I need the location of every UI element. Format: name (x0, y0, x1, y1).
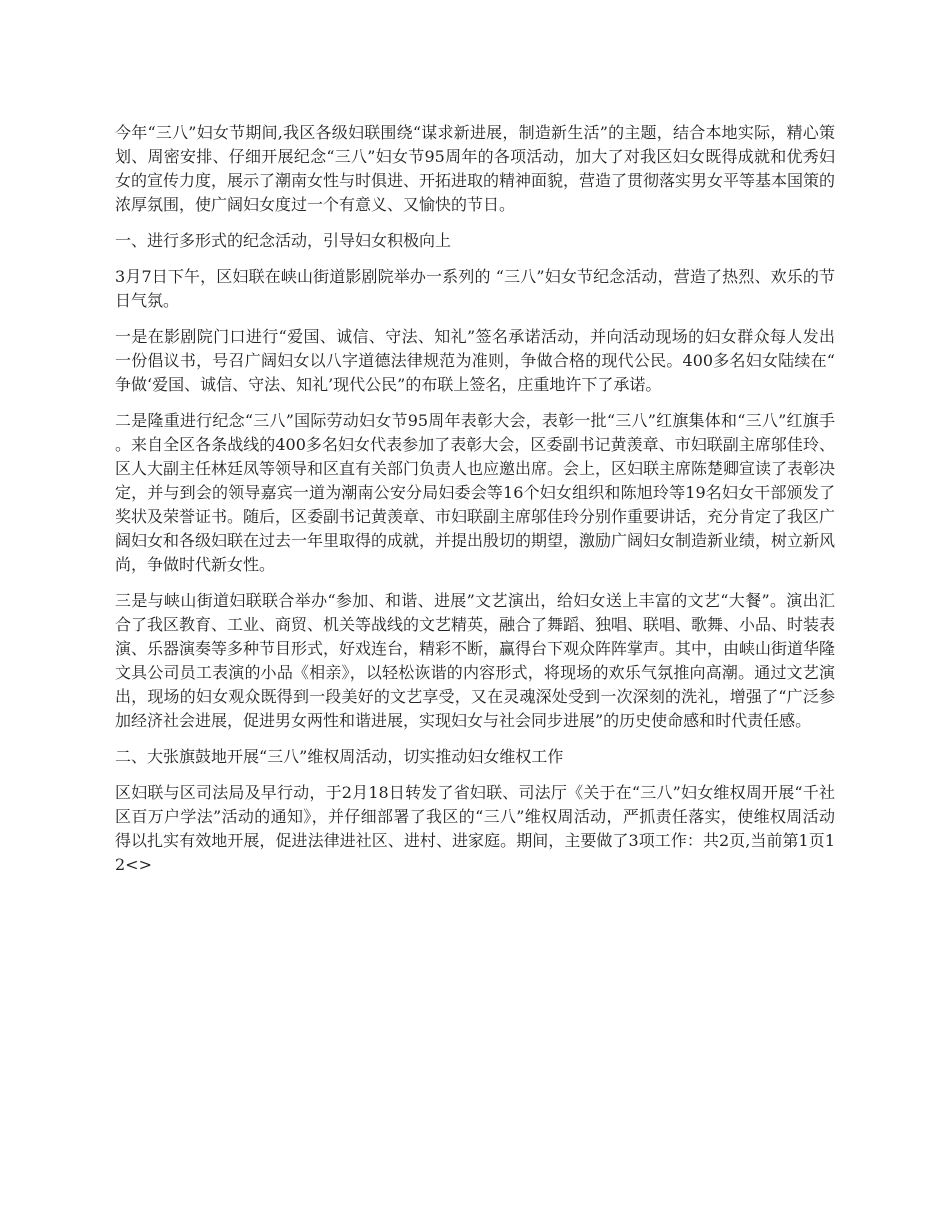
section-heading-2: 二、大张旗鼓地开展“三八”维权周活动，切实推动妇女维权工作 (115, 747, 564, 766)
activity-paragraph-3: 三是与峡山街道妇联联合举办“参加、和谐、进展”文艺演出，给妇女送上丰富的文艺“大餐”。演出汇合了我区教育、工业、商贸、机关等战线的文艺精英，融合了舞蹈、独唱、联唱、歌舞、小品、时装表演、乐器演奏等多种节目形式，好戏连台，精彩不断，赢得台下观众阵阵掌声。其中，由峡山街道华隆文具公司员工表演的小品《相亲》，以轻松诙谐的内容形式，将现场的欢乐气氛推向高潮。通过文艺演出，现场的妇女观众既得到一段美好的文艺享受，又在灵魂深处受到一次深刻的洗礼，增强了“广泛参加经济社会进展，促进男女两性和谐进展，实现妇女与社会同步进展”的历史使命感和时代责任感。 (115, 591, 836, 730)
document-body (115, 121, 835, 889)
activity-paragraph-2: 二是隆重进行纪念“三八”国际劳动妇女节95周年表彰大会，表彰一批“三八”红旗集体和“三八”红旗手。来自全区各条战线的400多名妇女代表参加了表彰大会，区委副书记黄羡章、市妇联副主席邬佳玲、区人大副主任林廷凤等领导和区直有关部门负责人也应邀出席。会上，区妇联主席陈楚卿宣读了表彰决定，并与到会的领导嘉宾一道为潮南公安分局妇委会等16个妇女组织和陈旭玲等19名妇女干部颁发了奖状及荣誉证书。随后，区委副书记黄羡章、市妇联副主席邬佳玲分别作重要讲话，充分肯定了我区广阔妇女和各级妇联在过去一年里取得的成就，并提出殷切的期望，激励广阔妇女制造新业绩，树立新风尚，争做时代新女性。 (115, 411, 836, 574)
event-paragraph: 3月7日下午，区妇联在峡山街道影剧院举办一系列的 “三八”妇女节纪念活动，营造了热烈、欢乐的节日气氛。 (115, 267, 835, 310)
activity-paragraph-1: 一是在影剧院门口进行“爱国、诚信、守法、知礼”签名承诺活动，并向活动现场的妇女群众每人发出一份倡议书，号召广阔妇女以八字道德法律规范为准则，争做合格的现代公民。400多名妇女陆续在“争做‘爱国、诚信、守法、知礼’现代公民”的布联上签名，庄重地许下了承诺。 (115, 327, 835, 394)
rights-week-paragraph: 区妇联与区司法局及早行动，于2月18日转发了省妇联、司法厅《关于在“三八”妇女维权周开展“千社区百万户学法”活动的通知》，并仔细部署了我区的“三八”维权周活动，严抓责任落实，使维权周活动得以扎实有效地开展，促进法律进社区、进村、进家庭。期间，主要做了3项工作：共2页,当前第1页12<> (115, 783, 835, 874)
intro-paragraph: 今年“三八”妇女节期间,我区各级妇联围绕“谋求新进展，制造新生活”的主题，结合本地实际，精心策划、周密安排、仔细开展纪念“三八”妇女节95周年的各项活动，加大了对我区妇女既得成就和优秀妇女的宣传力度，展示了潮南女性与时俱进、开拓进取的精神面貌，营造了贯彻落实男女平等基本国策的浓厚氛围，使广阔妇女度过一个有意义、又愉快的节日。 (115, 123, 836, 214)
section-heading-1: 一、进行多形式的纪念活动，引导妇女积极向上 (115, 231, 452, 250)
